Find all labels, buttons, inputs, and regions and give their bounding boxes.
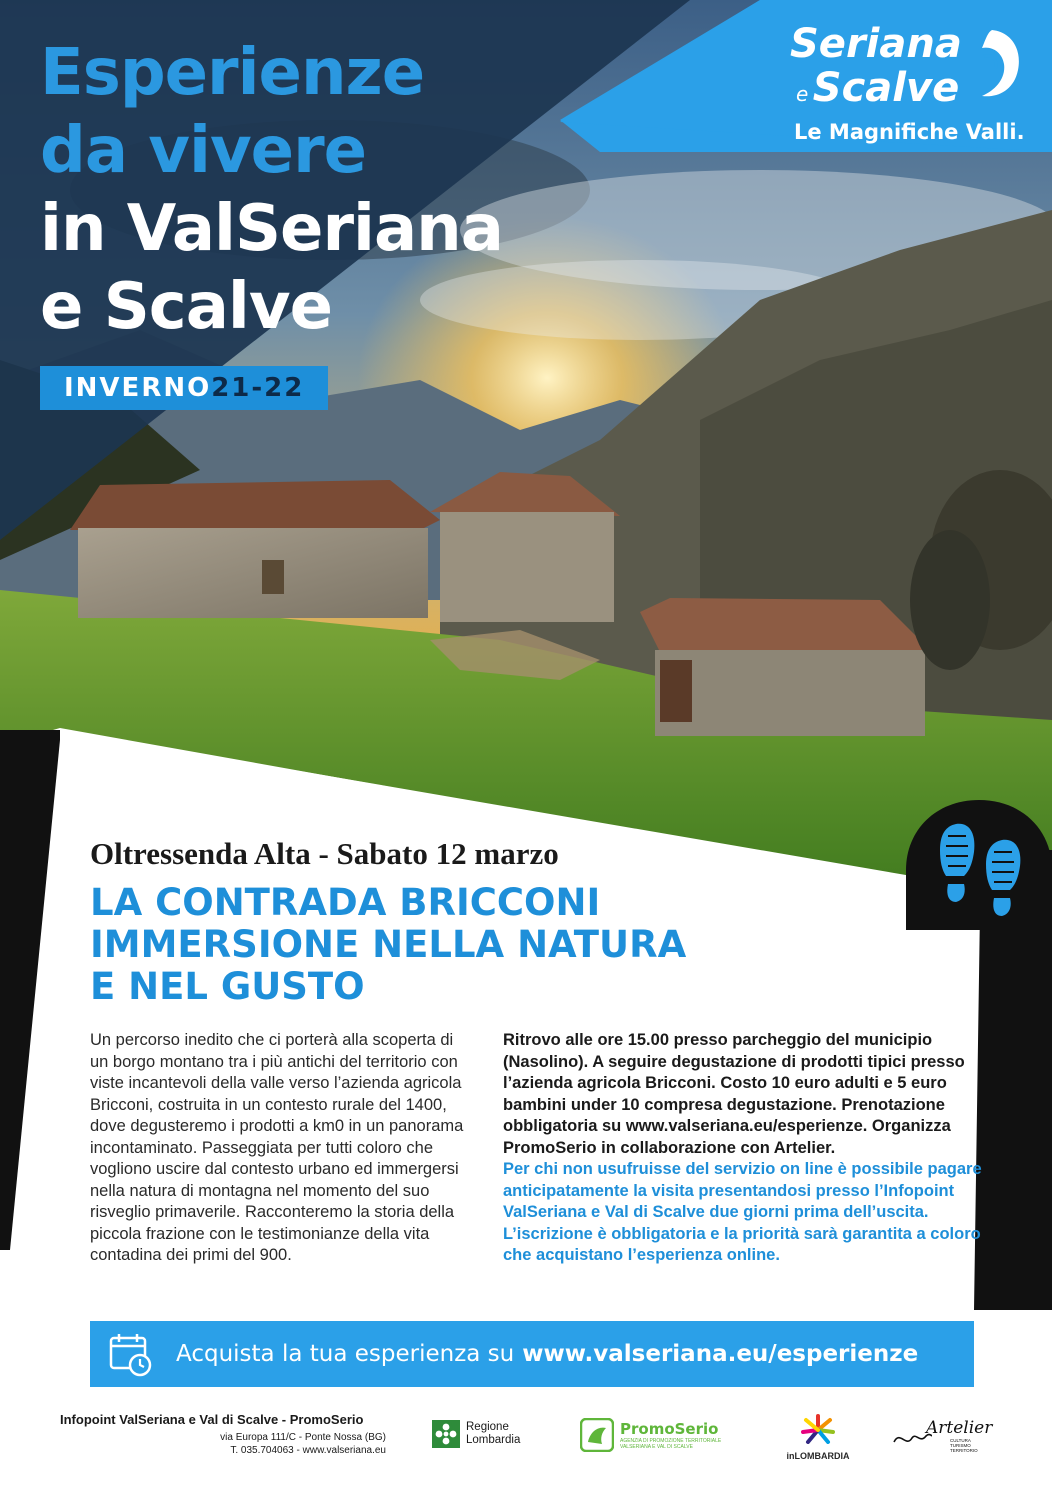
- booking-note: Per chi non usufruisse del servizio on line è possibile pagare anticipatamente la visita presentandosi presso l’Infopoint ValSeriana e Val di Scalve due giorni prima dell’uscita. L’iscrizione è obbligatoria e la priorità sarà garantita a coloro che acquistano l’esperienza online.: [503, 1160, 982, 1264]
- promoserio-name: PromoSerio: [620, 1420, 719, 1438]
- artelier-subtitle: CULTURA TURISMO TERRITORIO: [950, 1438, 978, 1453]
- title-line-4: e Scalve: [40, 270, 332, 344]
- inlombardia-text: inLOMBARDIA: [786, 1451, 850, 1461]
- season-years: 21-22: [211, 373, 305, 403]
- inlombardia-star-icon: [800, 1414, 836, 1444]
- promoserio-subtitle: AGENZIA DI PROMOZIONE TERRITORIALE VALSERIANA E VAL DI SCALVE: [620, 1438, 722, 1450]
- headline-line-2: IMMERSIONE NELLA NATURA: [90, 923, 687, 966]
- details-text: Ritrovo alle ore 15.00 presso parcheggio del municipio (Nasolino). A seguire degustazione di prodotti tipici presso l’azienda agricola Bricconi. Costo 10 euro adulti e 5 euro bambini under 10 compresa degustazione. Prenotazione obbligatoria su www.valseriana.eu/esperienze. Organizza PromoSerio in collaborazione con Artelier.: [503, 1031, 965, 1157]
- inlombardia-logo: [786, 1414, 850, 1461]
- brand-logo: [790, 22, 1040, 144]
- season-label: INVERNO: [64, 373, 212, 403]
- brand-name-1: Seriana: [790, 21, 962, 67]
- footer-org: Infopoint ValSeriana e Val di Scalve - PromoSerio: [60, 1412, 364, 1427]
- purchase-link[interactable]: www.valseriana.eu/esperienze: [522, 1341, 919, 1367]
- calendar-clock-icon: [108, 1331, 154, 1377]
- title-line-1: Esperienze: [40, 36, 425, 110]
- promoserio-logo: [580, 1418, 738, 1452]
- regione-lombardia-icon: [432, 1420, 460, 1448]
- season-badge: [40, 366, 328, 410]
- event-place-date: Oltressenda Alta - Sabato 12 marzo: [90, 836, 559, 871]
- regione-line-2: Lombardia: [466, 1434, 521, 1446]
- left-black-edge: [0, 730, 60, 1250]
- footprints-icon: [906, 800, 1052, 930]
- purchase-banner[interactable]: [90, 1321, 974, 1387]
- headline-line-3: E NEL GUSTO: [90, 965, 365, 1008]
- footer-contact: T. 035.704063 - www.valseriana.eu: [230, 1445, 386, 1456]
- regione-lombardia-logo: [432, 1420, 520, 1448]
- brand-swirl-icon: [962, 26, 1024, 102]
- purchase-text: Acquista la tua esperienza su: [176, 1341, 515, 1367]
- title-line-2: da vivere: [40, 114, 367, 188]
- brand-conj: e: [796, 82, 809, 106]
- artelier-name: Artelier: [926, 1418, 993, 1438]
- regione-line-1: Regione: [466, 1421, 509, 1433]
- brand-tagline: Le Magnifiche Valli.: [794, 120, 1025, 144]
- event-headline: [90, 882, 686, 1008]
- title-line-3: in ValSeriana: [40, 192, 503, 266]
- event-description: [90, 1030, 470, 1267]
- brand-name-2: Scalve: [812, 65, 960, 111]
- footer-info: [60, 1412, 386, 1456]
- page-title: [40, 34, 503, 346]
- description-text: Un percorso inedito che ci porterà alla scoperta di un borgo montano tra i più antichi del territorio con viste incantevoli della valle verso l’azienda agricola Bricconi, costruita in un contesto rurale del 1400, dove degusteremo i prodotti a km0 in un panorama incontaminato. Passeggiata per tutti coloro che vogliono uscire dal contesto urbano ed immergersi nella natura di montagna nel momento del suo risveglio primaverile. Racconteremo la storia della piccola frazione con le testimonianze della vita contadina dei primi del 900.: [90, 1031, 464, 1264]
- headline-line-1: LA CONTRADA BRICCONI: [90, 881, 601, 924]
- footer-address: via Europa 111/C - Ponte Nossa (BG): [220, 1432, 386, 1443]
- event-details: [503, 1030, 983, 1267]
- promoserio-icon: [580, 1418, 614, 1452]
